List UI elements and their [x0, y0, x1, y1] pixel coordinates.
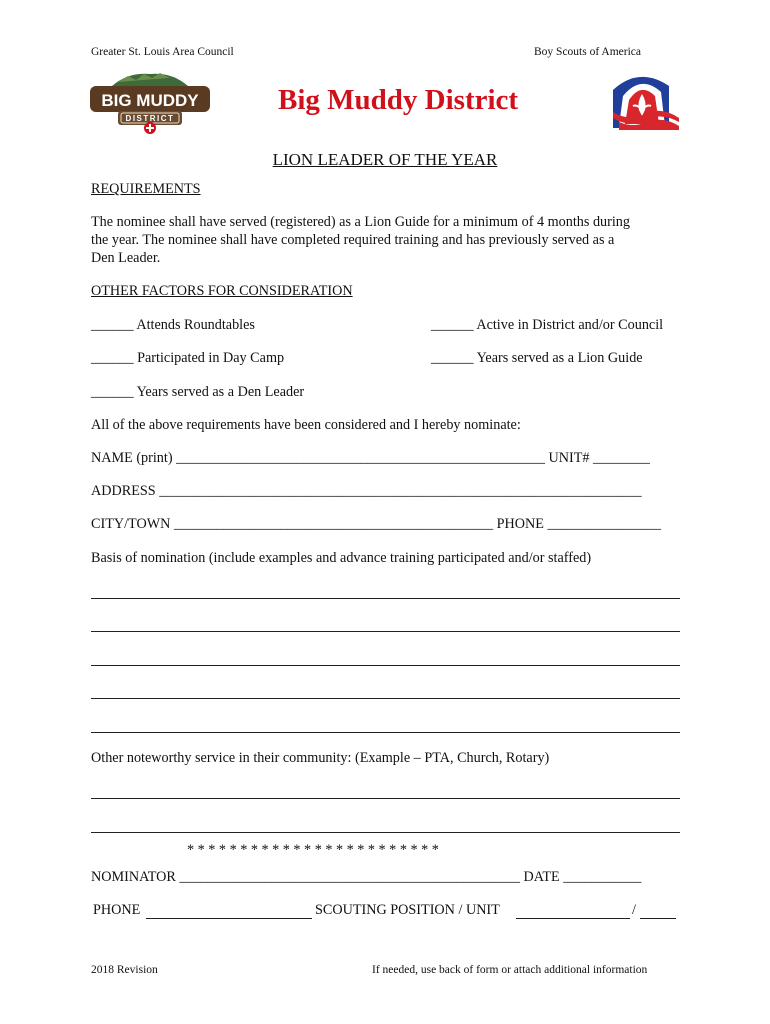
factor-lion-guide-years[interactable]: ______ Years served as a Lion Guide: [431, 350, 643, 366]
basis-line-4[interactable]: [91, 698, 680, 699]
big-muddy-logo: [88, 68, 212, 136]
basis-line-1[interactable]: [91, 598, 680, 599]
scouting-position-label: SCOUTING POSITION / UNIT: [315, 902, 500, 918]
factor-den-leader-years[interactable]: ______ Years served as a Den Leader: [91, 384, 305, 400]
unit-line[interactable]: [640, 918, 676, 919]
community-label: Other noteworthy service in their community: (Example – PTA, Church, Rotary): [91, 750, 550, 766]
district-title: Big Muddy District: [278, 84, 519, 116]
name-unit-field[interactable]: NAME (print) ____________________________________________________ UNIT# ________: [91, 450, 650, 466]
nominator-phone-line[interactable]: [146, 918, 312, 919]
city-phone-field[interactable]: CITY/TOWN _____________________________________________ PHONE ________________: [91, 516, 661, 532]
basis-label: Basis of nomination (include examples and advance training participated and/or staffed): [91, 550, 592, 566]
footer-instruction: If needed, use back of form or attach additional information: [372, 964, 648, 976]
requirements-heading: REQUIREMENTS: [91, 181, 201, 197]
revision-note: 2018 Revision: [91, 964, 158, 976]
form-title: LION LEADER OF THE YEAR: [272, 150, 498, 169]
nominator-phone-label: PHONE: [93, 902, 141, 918]
logo-top-text: BIG MUDDY: [101, 91, 199, 110]
basis-line-5[interactable]: [91, 732, 680, 733]
requirements-line-3: Den Leader.: [91, 250, 161, 266]
scouting-position-line[interactable]: [516, 918, 630, 919]
community-line-1[interactable]: [91, 798, 680, 799]
community-line-2[interactable]: [91, 832, 680, 833]
factor-district-council[interactable]: ______ Active in District and/or Council: [431, 317, 664, 333]
star-separator: * * * * * * * * * * * * * * * * * * * * * * * *: [187, 842, 439, 858]
basis-line-2[interactable]: [91, 631, 680, 632]
organization-name: Boy Scouts of America: [534, 46, 641, 58]
address-field[interactable]: ADDRESS ____________________________________________________________________: [91, 483, 642, 499]
basis-line-3[interactable]: [91, 665, 680, 666]
bsa-arch-logo: [611, 72, 681, 130]
logo-bottom-text: DISTRICT: [125, 114, 175, 123]
factor-roundtables[interactable]: ______ Attends Roundtables: [91, 317, 255, 333]
requirements-line-2: the year. The nominee shall have completed required training and has previously served as a: [91, 232, 615, 248]
factors-heading: OTHER FACTORS FOR CONSIDERATION: [91, 283, 353, 299]
council-name: Greater St. Louis Area Council: [91, 46, 234, 58]
factor-day-camp[interactable]: ______ Participated in Day Camp: [91, 350, 285, 366]
position-unit-slash: /: [632, 902, 636, 918]
requirements-line-1: The nominee shall have served (registered) as a Lion Guide for a minimum of 4 months during: [91, 214, 630, 230]
nominator-date-field[interactable]: NOMINATOR ________________________________________________ DATE ___________: [91, 869, 642, 885]
nominate-statement: All of the above requirements have been considered and I hereby nominate:: [91, 417, 521, 433]
